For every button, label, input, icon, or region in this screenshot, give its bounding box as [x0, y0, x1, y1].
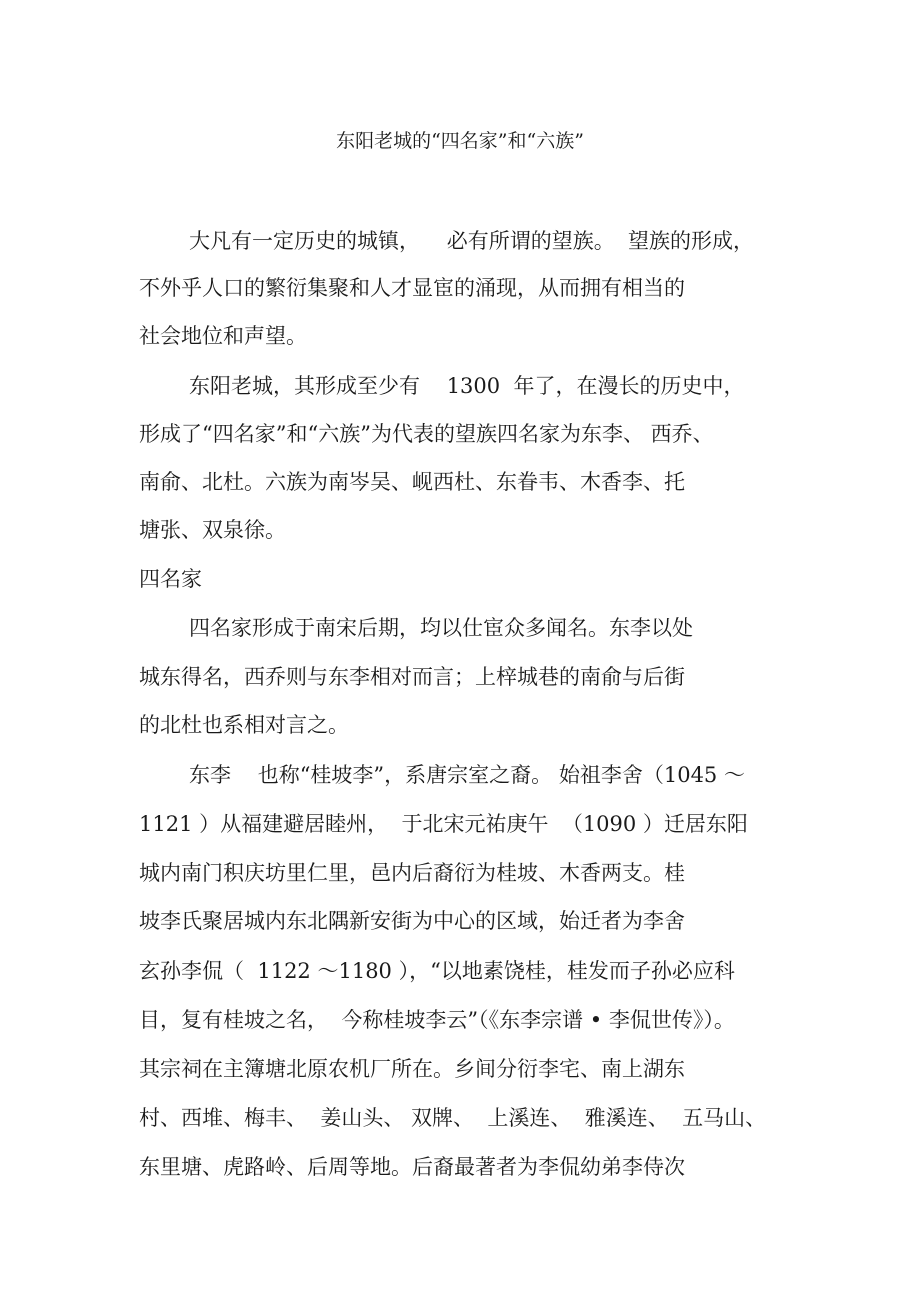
- paragraph-4-line-8: 村、西堆、梅丰、 姜山头、 双牌、 上溪连、 雅溪连、 五马山、: [139, 1106, 767, 1130]
- paragraph-4-line-2: 1121 ）从福建避居睦州， 于北宋元祐庚午 （1090 ）迁居东阳: [139, 812, 748, 836]
- paragraph-4-line-9: 东里塘、虎路岭、后周等地。后裔最著者为李侃幼弟李侍次: [139, 1155, 685, 1179]
- paragraph-3-line-1: 四名家形成于南宋后期，均以仕宦众多闻名。东李以处: [189, 616, 693, 640]
- paragraph-1-line-2: 不外乎人口的繁衍集聚和人才显宦的涌现，从而拥有相当的: [139, 276, 685, 300]
- document-title: 东阳老城的“四名家”和“六族”: [336, 130, 584, 152]
- paragraph-1-line-1: 大凡有一定历史的城镇， 必有所谓的望族。 望族的形成，: [189, 229, 755, 253]
- paragraph-2-line-3: 南俞、北杜。六族为南岑吴、岘西杜、东眷韦、木香李、托: [139, 470, 685, 494]
- paragraph-2-line-4: 塘张、双泉徐。: [139, 518, 286, 542]
- section-heading: 四名家: [139, 567, 202, 591]
- paragraph-4-line-3: 城内南门积庆坊里仁里，邑内后裔衍为桂坡、木香两支。桂: [139, 861, 685, 885]
- paragraph-1-line-3: 社会地位和声望。: [139, 324, 307, 348]
- paragraph-4-line-5: 玄孙李侃（ 1122 ～1180 ），“以地素饶桂，桂发而子孙必应科: [139, 959, 735, 983]
- paragraph-2-line-2: 形成了“四名家”和“六族”为代表的望族四名家为东李、 西乔、: [139, 422, 714, 446]
- paragraph-3-line-3: 的北杜也系相对言之。: [139, 713, 349, 737]
- paragraph-4-line-6: 目，复有桂坡之名， 今称桂坡李云”（《东李宗谱 • 李侃世传》）。: [139, 1008, 735, 1032]
- paragraph-2-line-1: 东阳老城，其形成至少有 1300 年了，在漫长的历史中，: [189, 374, 745, 398]
- paragraph-4-line-4: 坡李氏聚居城内东北隅新安街为中心的区域，始迁者为李舍: [139, 909, 685, 933]
- paragraph-4-line-7: 其宗祠在主簿塘北原农机厂所在。乡间分衍李宅、南上湖东: [139, 1057, 685, 1081]
- paragraph-3-line-2: 城东得名，西乔则与东李相对而言；上梓城巷的南俞与后街: [139, 665, 685, 689]
- paragraph-4-line-1: 东李 也称“桂坡李”，系唐宗室之裔。 始祖李舍（1045 ～: [189, 763, 745, 787]
